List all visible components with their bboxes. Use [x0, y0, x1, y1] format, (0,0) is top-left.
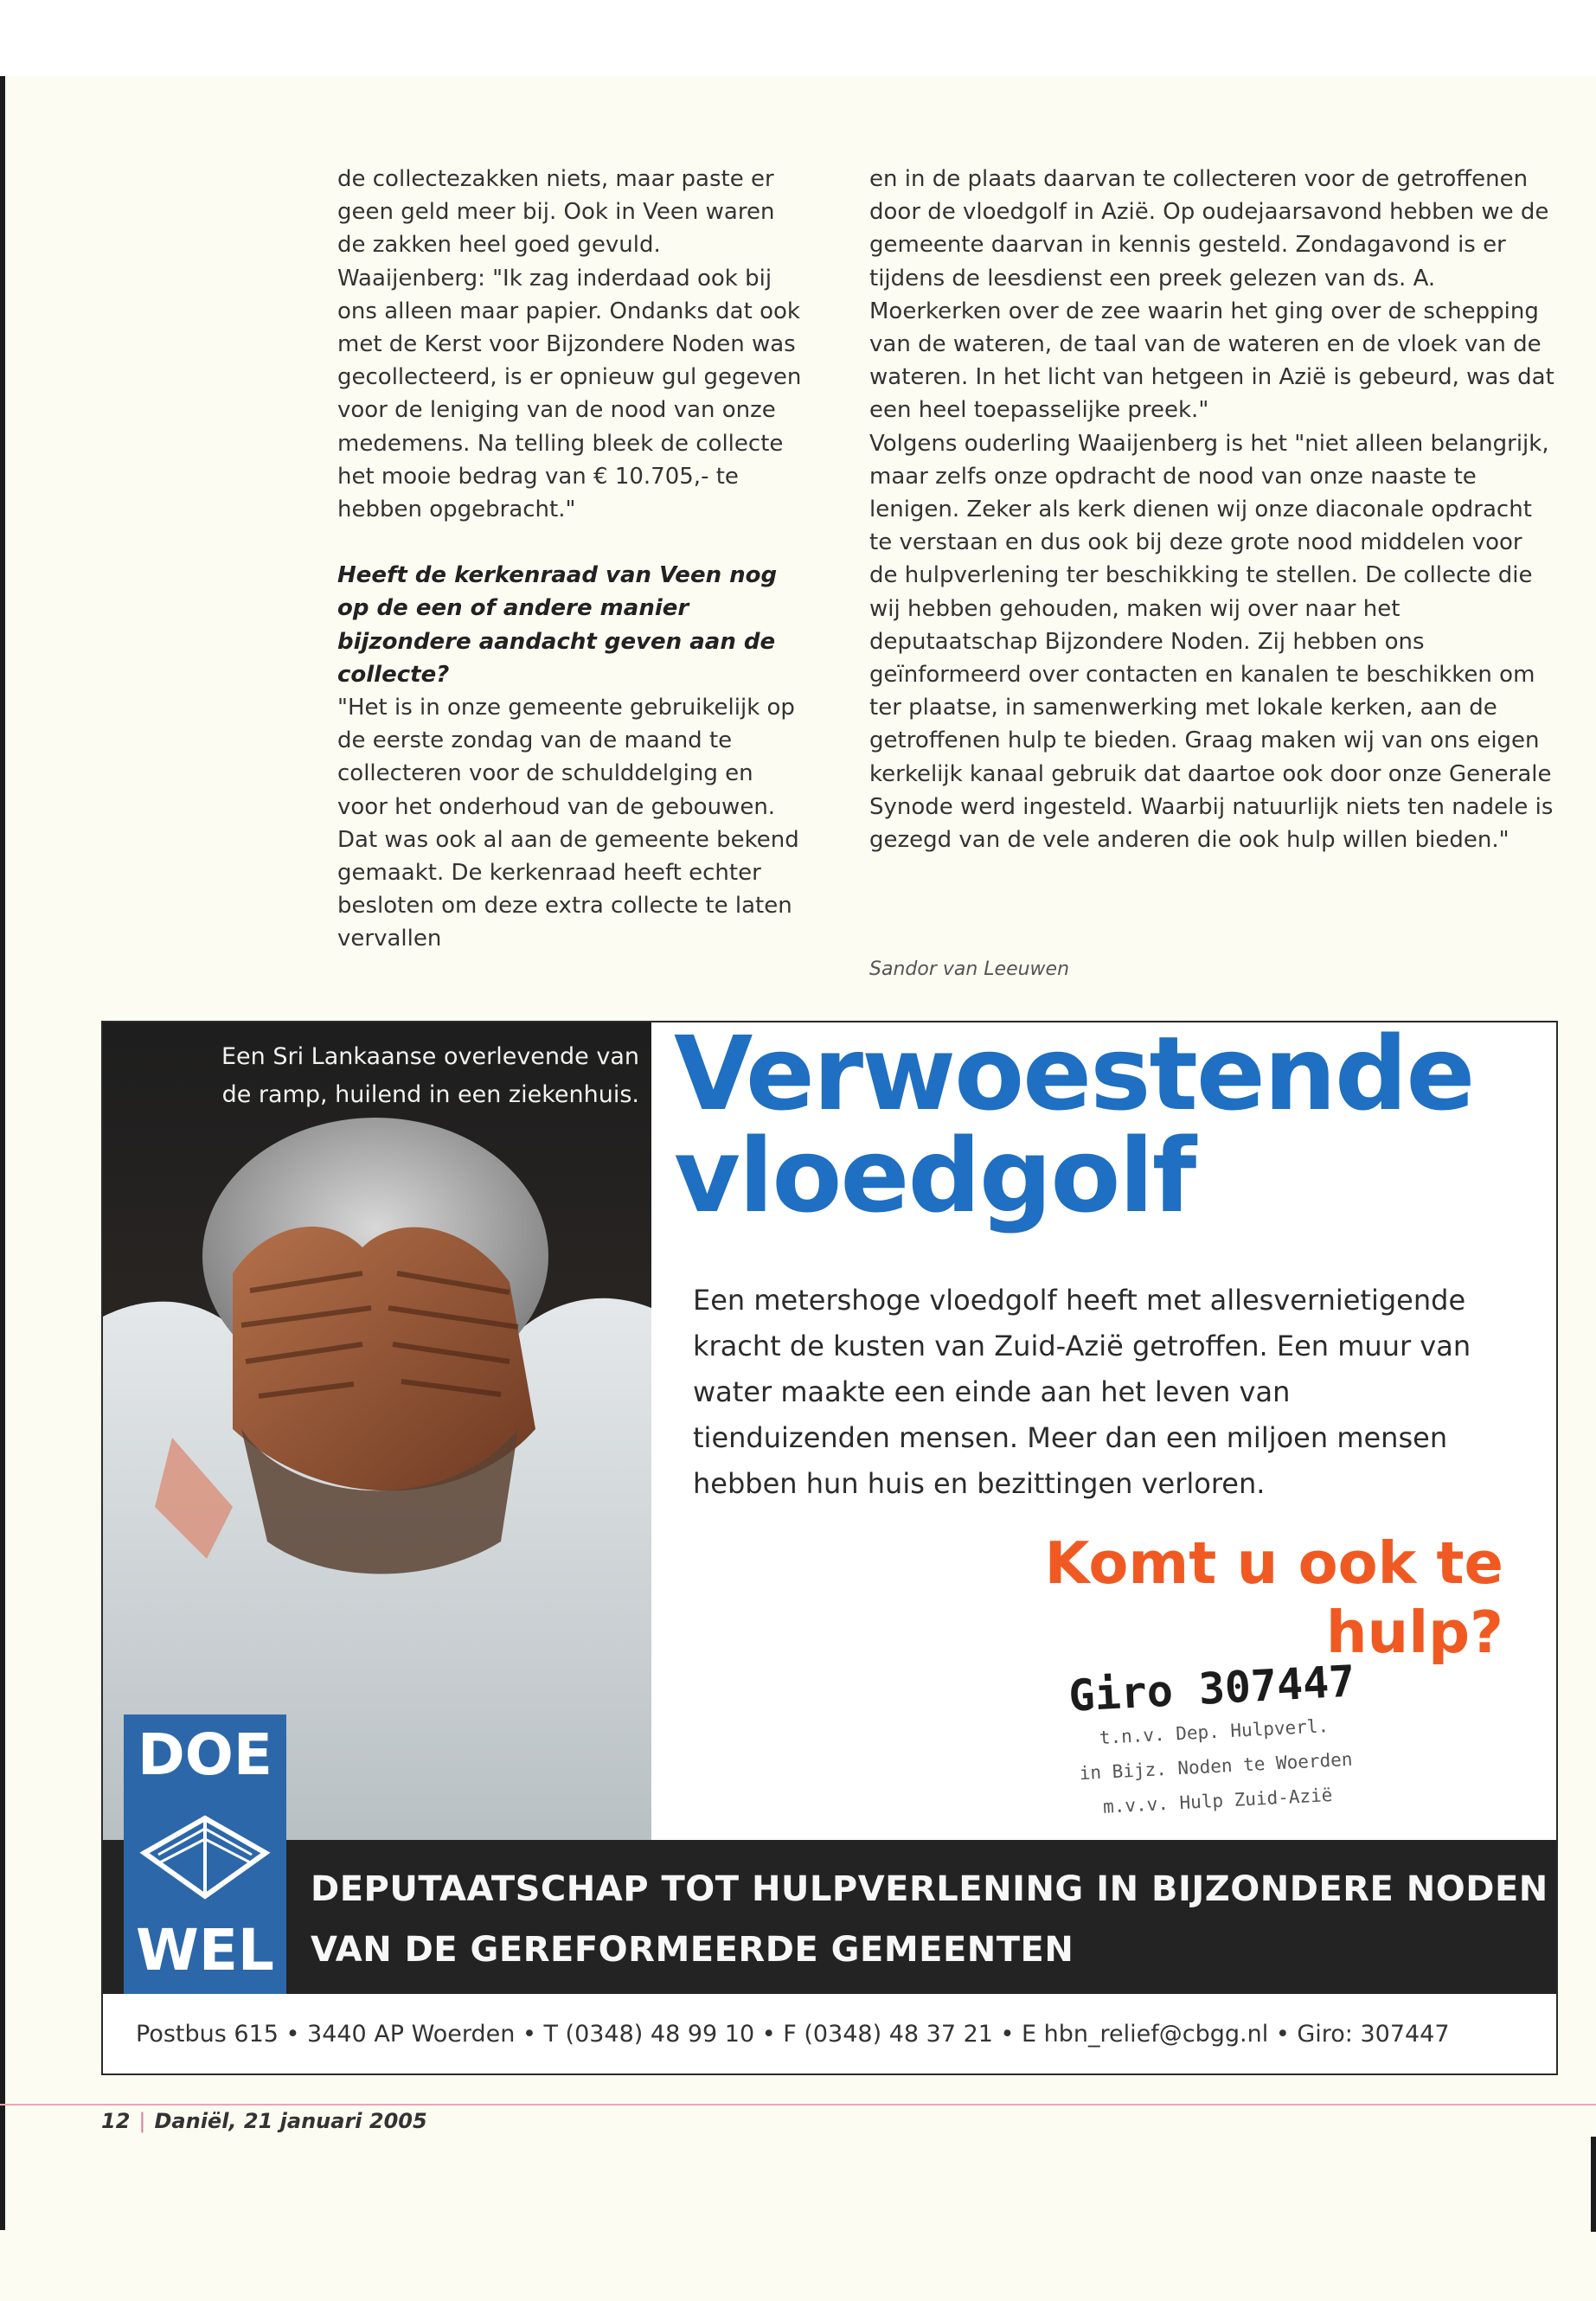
publication-title: Daniël, 21 januari 2005 [154, 2109, 427, 2133]
ad-headline: Verwoestende vloedgolf [674, 1014, 1474, 1235]
call-to-action: Komt u ook te hulp? [1044, 1529, 1503, 1666]
footer-separator: | [138, 2109, 146, 2133]
ad-body-text: Een metershoge vloedgolf heeft met allesvernietigende kracht de kusten van Zuid-Azië getroffen. Een muur van water maakte een einde aan het leven van tienduizenden mensen. Meer dan een miljoen mensen hebben hun huis en bezittingen verloren. [693, 1284, 1471, 1500]
article-left-column [337, 163, 809, 956]
page-footer [101, 2109, 427, 2133]
giro-line: in Bijz. Noden te Woerden [1079, 1748, 1354, 1785]
logo-word-bottom: WEL [136, 1917, 274, 1984]
doe-wel-logo [124, 1715, 286, 1994]
article-paragraph: Waaijenberg: "Ik zag inderdaad ook bij ons alleen maar papier. Ondanks dat ook met de Kerst voor Bijzondere Noden was gecollecteerd, is er opnieuw gul gegeven voor de leniging van de nood van onze medemens. Na telling bleek de collecte het mooie bedrag van € 10.705,- te hebben opgebracht." [337, 265, 802, 523]
open-book-icon [132, 1801, 278, 1913]
giro-number: Giro 307447 [1067, 1656, 1356, 1721]
organization-name-line: DEPUTAATSCHAP TOT HULPVERLENING IN BIJZONDERE NODEN [311, 1869, 1548, 1909]
article-paragraph: de collectezakken niets, maar paste er geen geld meer bij. Ook in Veen waren de zakken heel goed gevuld. [337, 166, 775, 259]
organization-name-line: VAN DE GEREFORMEERDE GEMEENTEN [311, 1930, 1074, 1970]
contact-details: Postbus 615 • 3440 AP Woerden • T (0348) 48 99 10 • F (0348) 48 37 21 • E hbn_relief@cbgg.nl • Giro: 307447 [136, 2021, 1450, 2048]
organization-name [311, 1859, 1548, 1980]
article-paragraph: en in de plaats daarvan te collecteren voor de getroffenen door de vloedgolf in Azië. Op oudejaarsavond hebben we de gemeente daarvan in kennis gesteld. Zondagavond is er tijdens de leesdienst een preek gelezen van ds. A. Moerkerken over de zee waarin het ging over de schepping van de wateren, de taal van de wateren en de vloek van de wateren. In het licht van hetgeen in Azië is gebeurd, was dat een heel toepasselijke preek." [869, 166, 1554, 424]
scan-right-edge [1591, 2137, 1596, 2232]
scan-left-edge [0, 76, 5, 2230]
giro-stamp [1008, 1652, 1422, 1829]
article-paragraph: "Het is in onze gemeente gebruikelijk op de eerste zondag van de maand te collecteren voor de schulddelging en voor het onderhoud van de gebouwen. Dat was ook al aan de gemeente bekend gemaakt. De kerkenraad heeft echter besloten om deze extra collecte te laten vervallen [337, 695, 799, 952]
interview-question: Heeft de kerkenraad van Veen nog op de een of andere manier bijzondere aandacht geven aan de collecte? [337, 562, 778, 688]
giro-line: t.n.v. Dep. Hulpverl. [1099, 1715, 1330, 1748]
giro-line: m.v.v. Hulp Zuid-Azië [1102, 1784, 1333, 1817]
footer-rule [0, 2104, 1596, 2106]
photo-caption: Een Sri Lankaanse overlevende van de ramp, huilend in een ziekenhuis. [221, 1043, 639, 1108]
relief-advertisement [101, 1014, 1558, 2075]
page-number: 12 [101, 2109, 131, 2133]
article-paragraph: Volgens ouderling Waaijenberg is het "niet alleen belangrijk, maar zelfs onze opdracht de nood van onze naaste te lenigen. Zeker als kerk dienen wij onze diaconale opdracht te verstaan en dus ook bij deze grote nood middelen voor de hulpverlening ter beschikking te stellen. De collecte die wij hebben gehouden, maken wij over naar het deputaatschap Bijzondere Noden. Zij hebben ons geïnformeerd over contacten en kanalen te beschikken om ter plaatse, in samenwerking met lokale kerken, aan de getroffenen hulp te bieden. Graag maken wij van ons eigen kerkelijk kanaal gebruik dat daartoe ook door onze Generale Synode werd ingesteld. Waarbij natuurlijk niets ten nadele is gezegd van de vele anderen die ook hulp willen bieden." [869, 430, 1554, 854]
page-top-margin [0, 0, 1596, 76]
logo-word-top: DOE [138, 1721, 272, 1788]
organization-banner [103, 1840, 1556, 1994]
article-author: Sandor van Leeuwen [869, 958, 1070, 980]
article-right-column [869, 163, 1557, 856]
